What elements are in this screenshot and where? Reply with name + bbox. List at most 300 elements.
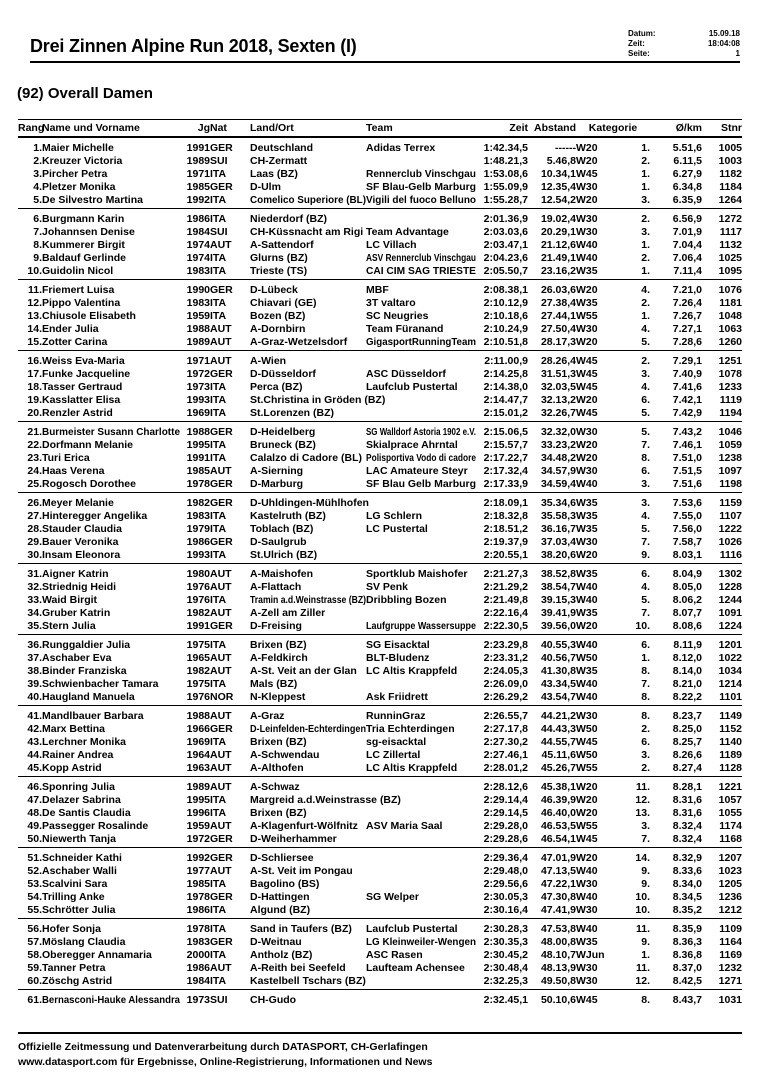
cell-jg: 1982 bbox=[186, 496, 210, 509]
cell-kat: W40 bbox=[576, 594, 598, 606]
cell-kat: W30 bbox=[576, 878, 598, 891]
cell-team bbox=[366, 989, 476, 1007]
cell-rang: 53. bbox=[27, 878, 42, 891]
cell-kat_rang: 2. bbox=[641, 252, 650, 265]
cell-name: Stern Julia bbox=[42, 620, 96, 633]
meta-date bbox=[628, 29, 740, 39]
cell-abstand: 5.46,8 bbox=[546, 154, 576, 167]
meta-date-value: 15.09.18 bbox=[708, 29, 740, 38]
table-row bbox=[18, 478, 742, 492]
cell-zeit: 2:23.31,2 bbox=[483, 651, 528, 664]
cell-land: A-Graz bbox=[250, 709, 285, 722]
cell-team: Skialprace Ahrntal bbox=[366, 438, 458, 451]
cell-stnr: 1251 bbox=[718, 354, 742, 367]
cell-name: Sponring Julia bbox=[42, 780, 115, 793]
cell-pace: 8.07,7 bbox=[672, 607, 702, 620]
cell-zeit: 2:29.14,4 bbox=[483, 793, 528, 806]
cell-rang: 23. bbox=[27, 451, 42, 464]
cell-rang: 2. bbox=[33, 154, 42, 167]
cell-rang: 12. bbox=[27, 296, 42, 309]
cell-land: St.Christina in Gröden (BZ) bbox=[250, 394, 386, 407]
cell-abstand: 49.50,8 bbox=[540, 975, 576, 988]
cell-pace: 6.11,5 bbox=[673, 154, 702, 167]
cell-kat: W35 bbox=[576, 509, 598, 522]
cell-stnr: 1168 bbox=[719, 833, 742, 846]
cell-kat_rang: 3. bbox=[641, 225, 650, 238]
cell-zeit: 2:21.49,8 bbox=[483, 594, 528, 606]
cell-kat_rang: 1. bbox=[641, 167, 650, 180]
table-row bbox=[18, 865, 742, 878]
cell-abstand: 39.56,0 bbox=[540, 620, 576, 633]
cell-jg: 1969 bbox=[186, 736, 210, 749]
cell-zeit: 2:32.45,1 bbox=[483, 993, 528, 1006]
cell-kat_rang: 8. bbox=[641, 691, 650, 704]
cell-nat: AUT bbox=[210, 567, 232, 580]
cell-land: Sand in Taufers (BZ) bbox=[250, 922, 352, 935]
meta-time-value: 18:04:08 bbox=[707, 39, 740, 48]
cell-abstand: 44.55,7 bbox=[540, 736, 576, 749]
cell-pace: 7.26,4 bbox=[672, 296, 702, 309]
cell-nat: ITA bbox=[210, 252, 227, 265]
cell-stnr: 1201 bbox=[718, 638, 742, 651]
table-row bbox=[18, 652, 742, 665]
page-footer bbox=[18, 1032, 742, 1070]
cell-rang: 40. bbox=[27, 691, 42, 704]
cell-zeit: 2:29.14,5 bbox=[483, 807, 528, 820]
rank-group bbox=[18, 492, 742, 563]
cell-nat: AUT bbox=[210, 607, 232, 620]
cell-zeit: 2:32.25,3 bbox=[483, 975, 528, 988]
cell-kat_rang: 3. bbox=[641, 194, 650, 207]
table-row bbox=[18, 949, 742, 962]
cell-team: ASC Düsseldorf bbox=[366, 367, 446, 380]
cell-land: Deutschland bbox=[250, 141, 314, 154]
cell-zeit: 2:15.57,7 bbox=[483, 438, 528, 451]
rank-group bbox=[18, 279, 742, 350]
cell-team: GigasportRunningTeam bbox=[366, 336, 476, 349]
cell-pace: 7.28,6 bbox=[672, 336, 702, 349]
cell-nat: GER bbox=[210, 891, 233, 904]
cell-rang: 27. bbox=[27, 509, 42, 522]
cell-nat: GER bbox=[210, 181, 233, 194]
table-row bbox=[18, 239, 742, 252]
cell-nat: ITA bbox=[210, 394, 227, 407]
cell-jg: 1989 bbox=[186, 336, 210, 349]
cell-kat: W40 bbox=[576, 478, 598, 491]
cell-kat_rang: 1. bbox=[641, 651, 650, 664]
cell-stnr: 1128 bbox=[719, 762, 742, 775]
cell-kat_rang: 10. bbox=[635, 904, 650, 917]
cell-abstand: 12.35,4 bbox=[540, 181, 576, 194]
cell-land: CH-Küssnacht am Rigi bbox=[250, 225, 364, 238]
cell-jg: 1971 bbox=[186, 354, 210, 367]
cell-kat: W40 bbox=[576, 891, 598, 904]
cell-name: Bauer Veronika bbox=[42, 536, 119, 549]
cell-land: Chiavari (GE) bbox=[250, 296, 317, 309]
cell-name: Hinteregger Angelika bbox=[42, 509, 148, 522]
cell-kat: W20 bbox=[576, 394, 598, 407]
cell-name: Bernasconi-Hauke Alessandra bbox=[42, 993, 180, 1006]
cell-zeit: 2:30.16,4 bbox=[483, 904, 528, 917]
cell-abstand: 47.30,8 bbox=[540, 891, 576, 904]
cell-stnr: 1025 bbox=[718, 252, 742, 265]
cell-jg: 1976 bbox=[186, 580, 210, 593]
cell-zeit: 2:30.45,2 bbox=[483, 949, 528, 962]
cell-land: D-Weiherhammer bbox=[250, 833, 337, 846]
cell-rang: 52. bbox=[27, 864, 42, 877]
cell-rang: 13. bbox=[27, 309, 42, 322]
table-row bbox=[18, 181, 742, 194]
cell-pace: 7.01,9 bbox=[672, 225, 702, 238]
cell-abstand: 47.53,8 bbox=[540, 922, 576, 935]
cell-kat: W45 bbox=[576, 380, 598, 393]
cell-kat: W30 bbox=[576, 975, 598, 988]
cell-jg: 1983 bbox=[186, 509, 210, 522]
cell-land: A-Flattach bbox=[250, 580, 302, 593]
cell-team: SV Penk bbox=[366, 580, 409, 593]
cell-rang: 1. bbox=[33, 141, 42, 154]
cell-pace: 8.32,4 bbox=[672, 833, 702, 846]
table-row bbox=[18, 323, 742, 336]
cell-name: Burgmann Karin bbox=[42, 212, 125, 225]
cell-kat: W45 bbox=[576, 736, 598, 749]
cell-pace: 8.36,8 bbox=[672, 949, 702, 962]
table-row bbox=[18, 523, 742, 536]
cell-nat: ITA bbox=[210, 167, 227, 180]
cell-zeit: 2:27.17,8 bbox=[483, 722, 528, 735]
cell-kat: W40 bbox=[576, 238, 598, 251]
cell-abstand: 45.38,1 bbox=[540, 780, 576, 793]
cell-team: MBF bbox=[366, 283, 389, 296]
cell-stnr: 1236 bbox=[718, 891, 742, 904]
cell-name: Striednig Heidi bbox=[42, 580, 117, 593]
meta-page-value: 1 bbox=[735, 49, 740, 58]
cell-kat: W50 bbox=[576, 749, 598, 762]
cell-zeit: 2:29.36,4 bbox=[483, 851, 528, 864]
cell-land: Perca (BZ) bbox=[250, 380, 303, 393]
cell-nat: ITA bbox=[210, 793, 227, 806]
cell-nat: ITA bbox=[210, 922, 227, 935]
cell-team: SG Welper bbox=[366, 891, 419, 904]
cell-team bbox=[366, 155, 476, 168]
cell-name: Rogosch Dorothee bbox=[42, 478, 136, 491]
cell-nat: AUT bbox=[210, 665, 232, 678]
cell-kat_rang: 1. bbox=[641, 265, 650, 278]
cell-name: Schwienbacher Tamara bbox=[42, 678, 159, 691]
cell-nat: AUT bbox=[210, 820, 232, 833]
cell-nat: ITA bbox=[210, 949, 227, 962]
cell-stnr: 1182 bbox=[719, 167, 742, 180]
cell-rang: 57. bbox=[27, 935, 42, 948]
cell-pace: 8.28,1 bbox=[672, 780, 702, 793]
cell-kat: W20 bbox=[576, 141, 598, 154]
cell-stnr: 1221 bbox=[718, 780, 742, 793]
cell-nat: ITA bbox=[210, 736, 227, 749]
cell-land: A-Schwendau bbox=[250, 749, 320, 762]
cell-abstand: 43.54,7 bbox=[540, 691, 576, 704]
cell-land: A-Wien bbox=[250, 354, 287, 367]
table-row bbox=[18, 407, 742, 421]
cell-zeit: 1:42.34,5 bbox=[483, 141, 528, 154]
cell-kat_rang: 2. bbox=[641, 296, 650, 309]
cell-team: RunninGraz bbox=[366, 709, 426, 722]
cell-zeit: 2:14.38,0 bbox=[483, 380, 528, 393]
cell-land: D-Ulm bbox=[250, 181, 281, 194]
cell-name: Hofer Sonja bbox=[42, 922, 101, 935]
cell-zeit: 2:26.55,7 bbox=[483, 709, 528, 722]
cell-abstand: 38.54,7 bbox=[540, 580, 576, 593]
cell-jg: 1959 bbox=[186, 309, 210, 322]
cell-rang: 55. bbox=[27, 904, 42, 917]
cell-nat: AUT bbox=[210, 354, 232, 367]
cell-pace: 8.25,7 bbox=[672, 736, 702, 749]
cell-jg: 1986 bbox=[186, 536, 210, 549]
cell-jg: 1982 bbox=[186, 665, 210, 678]
cell-zeit: 2:21.27,3 bbox=[483, 567, 528, 580]
cell-kat: W20 bbox=[576, 780, 598, 793]
cell-jg: 1979 bbox=[186, 522, 210, 535]
cell-abstand: 21.49,1 bbox=[540, 252, 576, 265]
cell-pace: 8.33,6 bbox=[672, 864, 702, 877]
cell-kat_rang: 11. bbox=[635, 962, 650, 975]
header-divider bbox=[30, 61, 740, 63]
cell-abstand: 34.48,2 bbox=[540, 451, 576, 464]
cell-land: N-Kleppest bbox=[250, 691, 306, 704]
table-row bbox=[18, 265, 742, 279]
table-row bbox=[18, 936, 742, 949]
table-row bbox=[18, 439, 742, 452]
cell-rang: 28. bbox=[27, 522, 42, 535]
cell-abstand: 19.02,4 bbox=[540, 212, 576, 225]
cell-team bbox=[366, 807, 476, 820]
cell-name: Zöschg Astrid bbox=[42, 975, 113, 988]
cell-abstand: 32.26,7 bbox=[540, 407, 576, 420]
cell-zeit: 2:29.48,0 bbox=[483, 864, 528, 877]
cell-pace: 8.08,6 bbox=[672, 620, 702, 633]
cell-stnr: 1159 bbox=[719, 496, 742, 509]
cell-nat: ITA bbox=[210, 212, 227, 225]
table-row bbox=[18, 723, 742, 736]
cell-abstand: ------ bbox=[555, 141, 576, 154]
cell-jg: 1989 bbox=[186, 780, 210, 793]
table-row bbox=[18, 368, 742, 381]
cell-name: De Santis Claudia bbox=[42, 807, 131, 820]
cell-name: De Silvestro Martina bbox=[42, 194, 143, 207]
table-row bbox=[18, 962, 742, 975]
cell-stnr: 1101 bbox=[719, 691, 742, 704]
cell-jg: 1976 bbox=[186, 691, 210, 704]
cell-nat: GER bbox=[210, 496, 233, 509]
table-header bbox=[18, 120, 742, 137]
cell-kat: W20 bbox=[576, 451, 598, 464]
cell-land: Bagolino (BS) bbox=[250, 878, 320, 891]
cell-land: D-Saulgrub bbox=[250, 536, 307, 549]
cell-team: ASV Maria Saal bbox=[366, 820, 443, 833]
cell-kat_rang: 1. bbox=[641, 949, 650, 962]
cell-land: A-Graz-Wetzelsdorf bbox=[250, 336, 348, 349]
cell-rang: 9. bbox=[33, 252, 42, 265]
cell-name: Aigner Katrin bbox=[42, 567, 109, 580]
cell-pace: 7.26,7 bbox=[672, 309, 702, 322]
cell-kat: W30 bbox=[576, 536, 598, 549]
cell-zeit: 2:14.25,8 bbox=[483, 367, 528, 380]
cell-zeit: 2:10.24,9 bbox=[483, 323, 528, 336]
cell-abstand: 38.52,8 bbox=[540, 567, 576, 580]
cell-land: Bozen (BZ) bbox=[250, 309, 306, 322]
cell-pace: 7.42,9 bbox=[672, 407, 702, 420]
cell-pace: 7.42,1 bbox=[672, 394, 702, 407]
cell-kat_rang: 1. bbox=[641, 141, 650, 154]
cell-jg: 1988 bbox=[186, 425, 210, 438]
cell-name: Trilling Anke bbox=[42, 891, 105, 904]
cell-rang: 30. bbox=[27, 549, 42, 562]
cell-jg: 1973 bbox=[186, 380, 210, 393]
cell-zeit: 2:29.28,0 bbox=[483, 820, 528, 833]
cell-team: Polisportiva Vodo di cadore bbox=[366, 451, 476, 464]
cell-land: D-Freising bbox=[250, 620, 302, 633]
cell-zeit: 2:30.48,4 bbox=[483, 962, 528, 975]
cell-pace: 8.32,9 bbox=[672, 851, 702, 864]
cell-land: Brixen (BZ) bbox=[250, 736, 307, 749]
cell-kat_rang: 8. bbox=[641, 451, 650, 464]
cell-zeit: 2:24.05,3 bbox=[483, 665, 528, 678]
cell-team bbox=[366, 607, 476, 620]
cell-nat: ITA bbox=[210, 296, 227, 309]
cell-name: Schrötter Julia bbox=[42, 904, 116, 917]
cell-zeit: 2:10.12,9 bbox=[483, 296, 528, 309]
cell-abstand: 27.50,4 bbox=[540, 323, 576, 336]
table-row bbox=[18, 421, 742, 439]
rank-group bbox=[18, 563, 742, 634]
cell-zeit: 2:03.03,6 bbox=[483, 225, 528, 238]
cell-land: Calalzo di Cadore (BL) bbox=[250, 451, 363, 464]
cell-rang: 60. bbox=[27, 975, 42, 988]
cell-nat: ITA bbox=[210, 522, 227, 535]
cell-name: Marx Bettina bbox=[42, 722, 106, 735]
cell-abstand: 32.03,5 bbox=[540, 380, 576, 393]
cell-jg: 1972 bbox=[186, 367, 210, 380]
cell-kat: W20 bbox=[576, 283, 598, 296]
rank-group bbox=[18, 208, 742, 279]
cell-pace: 7.06,4 bbox=[672, 252, 702, 265]
cell-stnr: 1095 bbox=[718, 265, 742, 278]
cell-kat: WJun bbox=[576, 949, 605, 962]
cell-kat: W30 bbox=[576, 425, 598, 438]
cell-nat: GER bbox=[210, 283, 233, 296]
cell-nat: GER bbox=[210, 935, 233, 948]
cell-rang: 50. bbox=[27, 833, 42, 846]
section-title: (92) Overall Damen bbox=[17, 85, 153, 102]
cell-zeit: 2:17.33,9 bbox=[483, 478, 528, 491]
cell-zeit: 2:01.36,9 bbox=[483, 212, 528, 225]
cell-team bbox=[366, 549, 476, 563]
cell-pace: 7.51,0 bbox=[672, 451, 702, 464]
cell-kat: W40 bbox=[576, 691, 598, 704]
cell-land: A-Zell am Ziller bbox=[250, 607, 326, 620]
cell-pace: 8.43,7 bbox=[672, 993, 702, 1006]
cell-land: Brixen (BZ) bbox=[250, 638, 307, 651]
cell-land: Tramin a.d.Weinstrasse (BZ) bbox=[250, 594, 366, 606]
cell-nat: AUT bbox=[210, 962, 232, 975]
cell-jg: 1996 bbox=[186, 807, 210, 820]
cell-kat_rang: 3. bbox=[641, 749, 650, 762]
cell-nat: AUT bbox=[210, 762, 232, 775]
column-header-pace: Ø/km bbox=[675, 122, 702, 135]
cell-kat_rang: 8. bbox=[641, 665, 650, 678]
cell-land: A-Sattendorf bbox=[250, 238, 314, 251]
cell-jg: 1975 bbox=[186, 678, 210, 691]
table-row bbox=[18, 226, 742, 239]
table-row bbox=[18, 510, 742, 523]
table-row bbox=[18, 705, 742, 723]
cell-kat_rang: 6. bbox=[641, 465, 650, 478]
cell-stnr: 1078 bbox=[718, 367, 742, 380]
cell-land: Glurns (BZ) bbox=[250, 252, 308, 265]
cell-stnr: 1207 bbox=[718, 851, 742, 864]
cell-kat_rang: 9. bbox=[641, 864, 650, 877]
cell-abstand: 39.15,3 bbox=[540, 594, 576, 606]
cell-land: Algund (BZ) bbox=[250, 904, 311, 917]
cell-pace: 7.56,0 bbox=[672, 522, 702, 535]
cell-rang: 34. bbox=[27, 607, 42, 620]
table-row bbox=[18, 820, 742, 833]
table-row bbox=[18, 279, 742, 297]
cell-name: Baldauf Gerlinde bbox=[42, 252, 127, 265]
cell-nat: AUT bbox=[210, 749, 232, 762]
cell-zeit: 2:30.35,3 bbox=[483, 935, 528, 948]
cell-zeit: 2:18.09,1 bbox=[483, 496, 528, 509]
table-row bbox=[18, 208, 742, 226]
cell-kat: W30 bbox=[576, 962, 598, 975]
cell-nat: GER bbox=[210, 367, 233, 380]
cell-kat_rang: 4. bbox=[641, 323, 650, 336]
cell-abstand: 47.01,9 bbox=[540, 851, 576, 864]
cell-zeit: 2:29.28,6 bbox=[483, 833, 528, 846]
cell-kat_rang: 13. bbox=[635, 807, 650, 820]
cell-rang: 58. bbox=[27, 949, 42, 962]
cell-nat: AUT bbox=[210, 465, 232, 478]
cell-kat: W45 bbox=[576, 833, 598, 846]
cell-name: Turi Erica bbox=[42, 451, 90, 464]
cell-nat: GER bbox=[210, 851, 233, 864]
cell-land: St.Ulrich (BZ) bbox=[250, 549, 318, 562]
cell-kat: W30 bbox=[576, 465, 598, 478]
cell-abstand: 41.30,8 bbox=[540, 665, 576, 678]
cell-kat_rang: 11. bbox=[635, 922, 650, 935]
cell-name: Renzler Astrid bbox=[42, 407, 113, 420]
cell-team: Laufclub Pustertal bbox=[366, 922, 458, 935]
cell-zeit: 2:21.29,2 bbox=[483, 580, 528, 593]
cell-pace: 8.23,7 bbox=[672, 709, 702, 722]
table-row bbox=[18, 549, 742, 563]
table-row bbox=[18, 381, 742, 394]
cell-pace: 8.31,6 bbox=[672, 793, 702, 806]
cell-stnr: 1244 bbox=[718, 594, 742, 606]
cell-kat: W35 bbox=[576, 496, 598, 509]
cell-stnr: 1046 bbox=[718, 425, 742, 438]
cell-stnr: 1132 bbox=[719, 238, 742, 251]
cell-stnr: 1152 bbox=[719, 722, 742, 735]
table-row bbox=[18, 833, 742, 847]
cell-nat: GER bbox=[210, 425, 233, 438]
cell-team bbox=[366, 776, 476, 794]
cell-abstand: 32.13,2 bbox=[540, 394, 576, 407]
cell-rang: 16. bbox=[27, 354, 42, 367]
cell-abstand: 48.10,7 bbox=[540, 949, 576, 962]
cell-jg: 1976 bbox=[186, 594, 210, 606]
cell-name: Mandlbauer Barbara bbox=[42, 709, 144, 722]
cell-rang: 56. bbox=[27, 922, 42, 935]
